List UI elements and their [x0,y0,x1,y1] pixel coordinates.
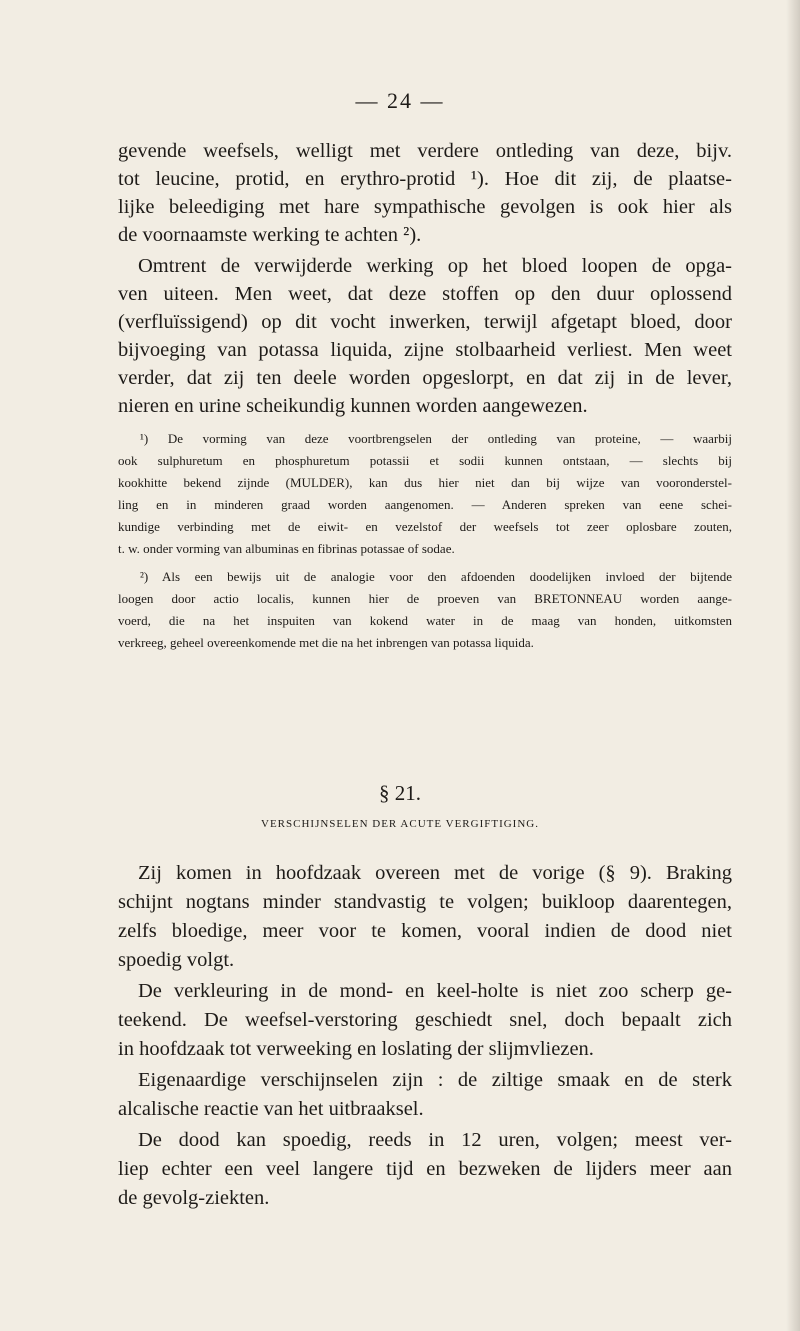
text-line: liep echter een veel langere tijd en bezweken de lijders meer aan [118,1158,732,1180]
text-line: De dood kan spoedig, reeds in 12 uren, volgen; meest ver- [138,1129,732,1151]
page-edge-shadow [786,0,800,1331]
footnote-line: ook sulphuretum en phosphuretum potassii et sodii kunnen ontstaan, — slechts bij [118,453,732,468]
text-line: Omtrent de verwijderde werking op het bloed loopen de opga- [138,255,732,277]
text-line: teekend. De weefsel-verstoring geschiedt snel, doch bepaalt zich [118,1009,732,1031]
section-number: § 21. [379,781,421,805]
footnote-line: ling en in minderen graad worden aangenomen. — Anderen spreken van eene schei- [118,497,732,512]
text-line: Zij komen in hoofdzaak overeen met de vorige (§ 9). Braking [138,862,732,884]
text-line: tot leucine, protid, en erythro-protid ¹). Hoe dit zij, de plaatse- [118,168,732,190]
text-line: bijvoeging van potassa liquida, zijne stolbaarheid verliest. Men weet [118,339,732,361]
page-number: — 24 — [355,88,445,113]
text-line: spoedig volgt. [118,949,235,971]
text-line: lijke beleediging met hare sympathische gevolgen is ook hier als [118,196,732,218]
footnote-line: kookhitte bekend zijnde (MULDER), kan dus hier niet dan bij wijze van vooronderstel- [118,475,732,490]
text-line: schijnt nogtans minder standvastig te volgen; buikloop daarentegen, [118,891,732,913]
text-line: in hoofdzaak tot verweeking en loslating der slijmvliezen. [118,1038,594,1060]
footnote-line: ²) Als een bewijs uit de analogie voor den afdoenden doodelijken invloed der bijtende [140,569,732,584]
text-line: ven uiteen. Men weet, dat deze stoffen op den duur oplossend [118,283,732,305]
footnote-line: t. w. onder vorming van albuminas en fibrinas potassae of sodae. [118,541,455,556]
text-line: de gevolg-ziekten. [118,1187,270,1209]
footnote-line: ¹) De vorming van deze voortbrengselen der ontleding van proteine, — waarbij [140,431,732,446]
text-line: verder, dat zij ten deele worden opgeslorpt, en dat zij in de lever, [118,367,732,389]
section-title: VERSCHIJNSELEN DER ACUTE VERGIFTIGING. [261,818,539,830]
footnote-line: verkreeg, geheel overeenkomende met die na het inbrengen van potassa liquida. [118,635,534,650]
text-line: gevende weefsels, welligt met verdere ontleding van deze, bijv. [118,140,732,162]
footnote-line: loogen door actio localis, kunnen hier de proeven van BRETONNEAU worden aange- [118,591,732,606]
text-line: nieren en urine scheikundig kunnen worden aangewezen. [118,395,588,417]
text-line: alcalische reactie van het uitbraaksel. [118,1098,424,1120]
text-line: de voornaamste werking te achten ²). [118,224,422,246]
text-line: (verfluïssigend) op dit vocht inwerken, terwijl afgetapt bloed, door [118,311,732,333]
footnote-line: kundige verbinding met de eiwit- en vezelstof der weefsels tot zeer oplosbare zouten, [118,519,732,534]
text-line: zelfs bloedige, meer voor te komen, vooral indien de dood niet [118,920,732,942]
footnote-line: voerd, die na het inspuiten van kokend water in de maag van honden, uitkomsten [118,613,732,628]
text-line: Eigenaardige verschijnselen zijn : de ziltige smaak en de sterk [138,1069,732,1091]
text-line: De verkleuring in de mond- en keel-holte is niet zoo scherp ge- [138,980,732,1002]
